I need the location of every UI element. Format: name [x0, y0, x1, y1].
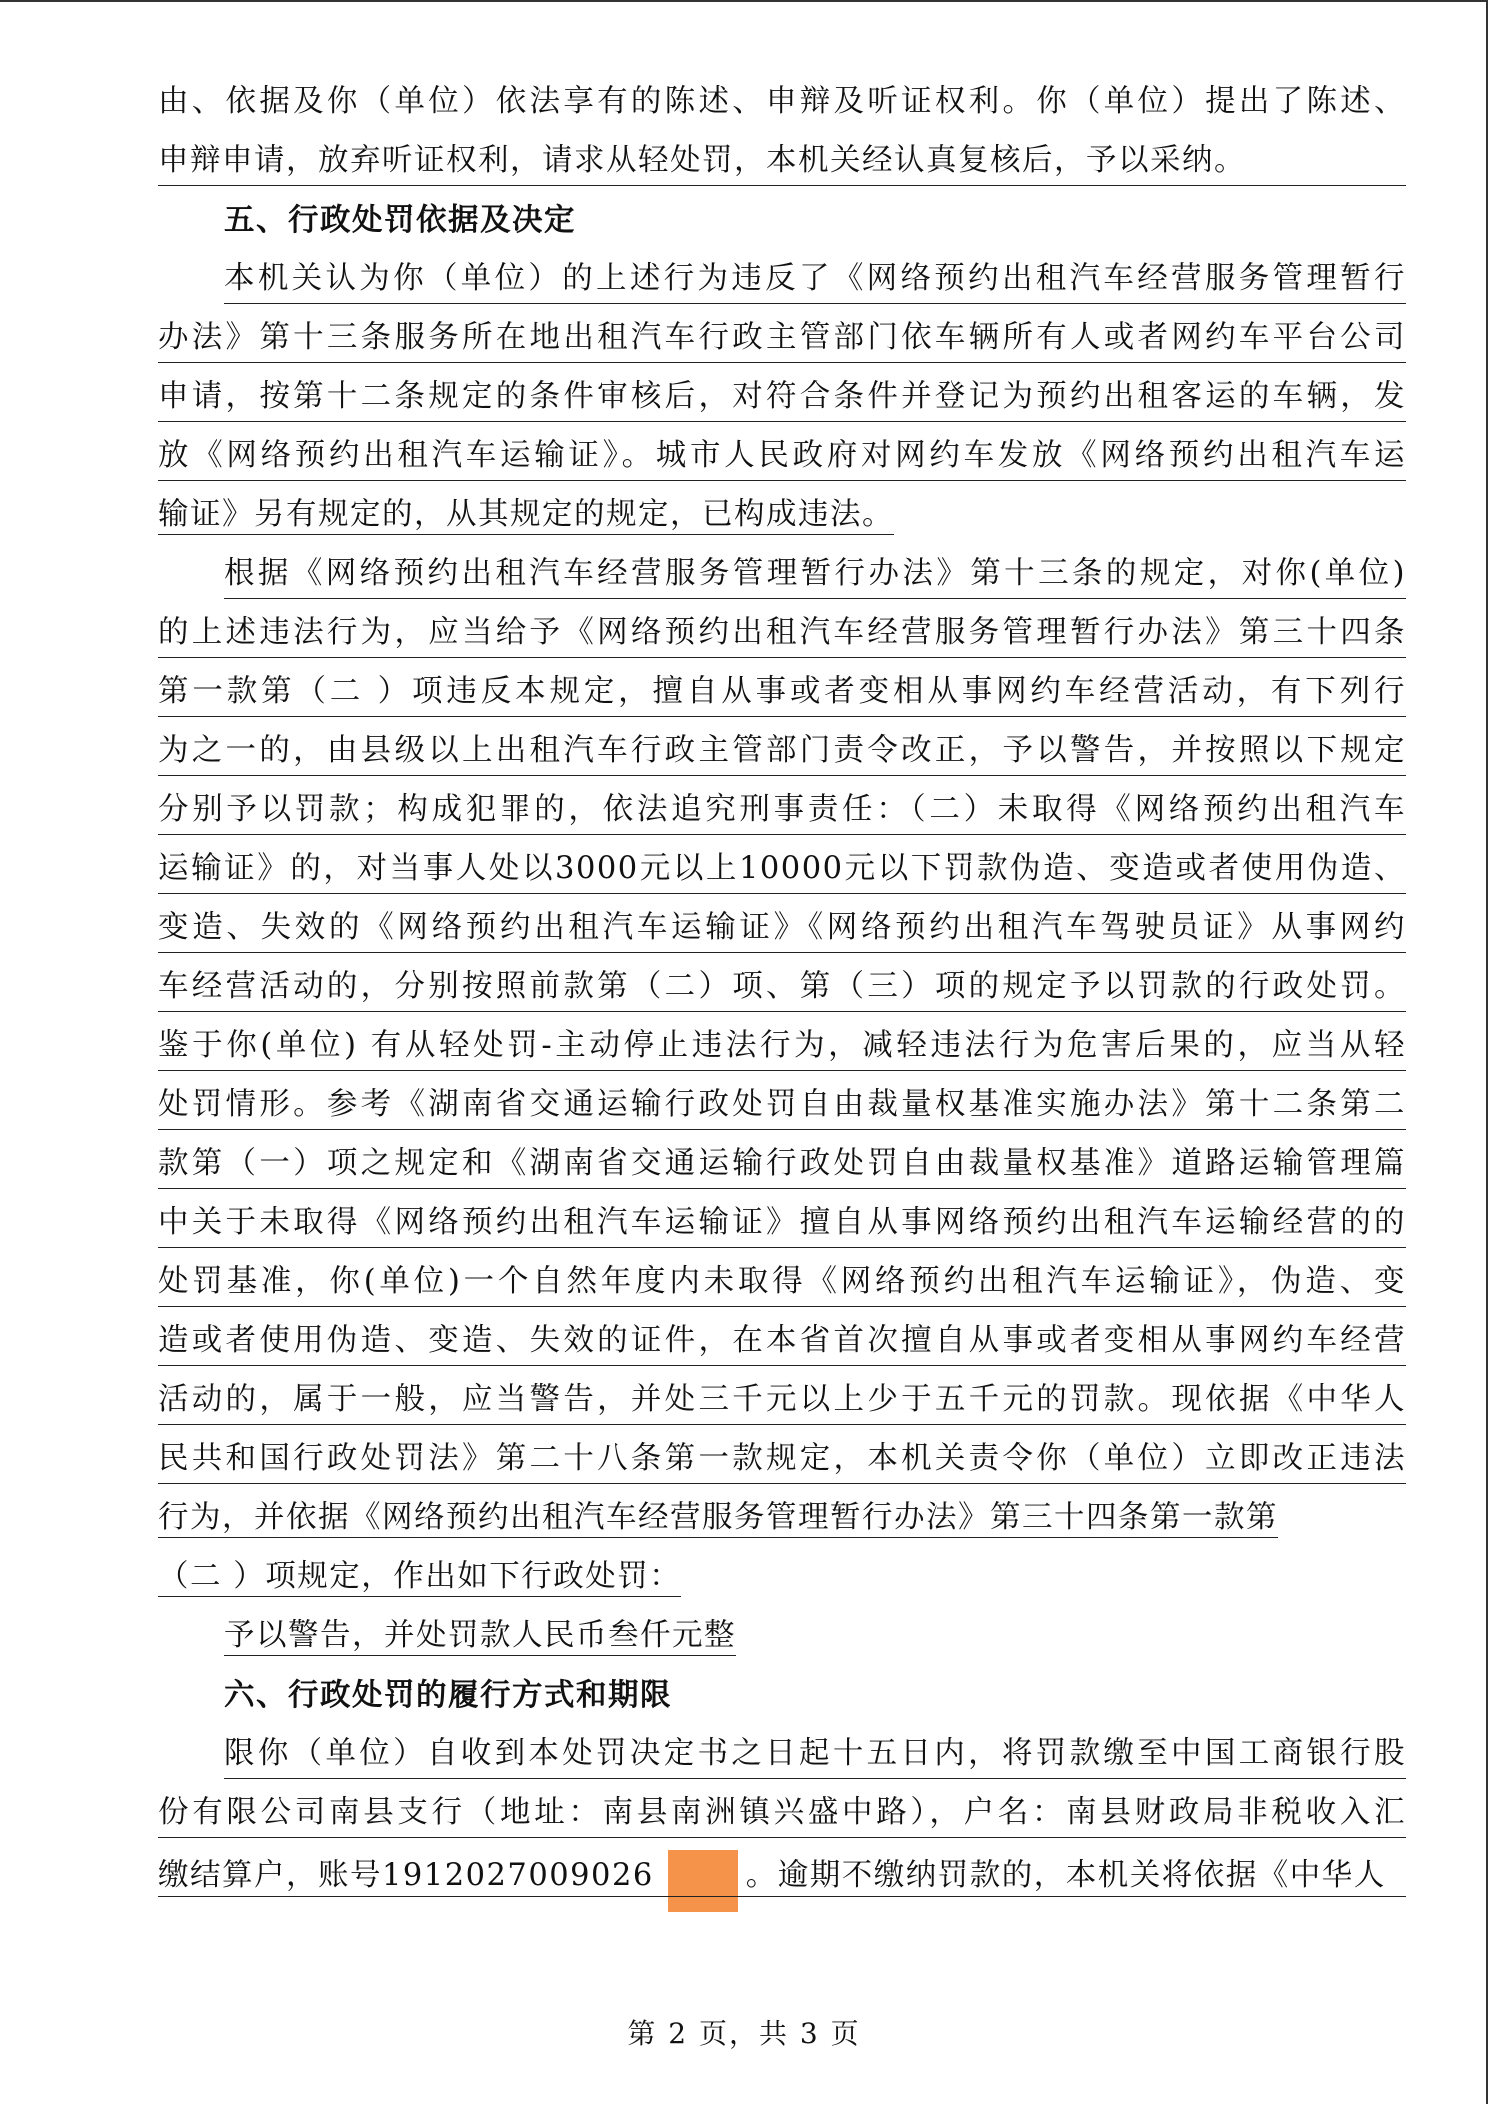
text-line-1: 由、依据及你（单位）依法享有的陈述、申辩及听证权利。你（单位）提出了陈述、 — [158, 76, 1406, 135]
text-line-17: 鉴于你(单位) 有从轻处罚-主动停止违法行为，减轻违法行为危害后果的，应当从轻 — [158, 1020, 1406, 1079]
text-line-9: 根据《网络预约出租汽车经营服务管理暂行办法》第十三条的规定，对你(单位) — [158, 548, 1406, 607]
text-line-5: 办法》第十三条服务所在地出租汽车行政主管部门依车辆所有人或者网约车平台公司 — [158, 312, 1406, 371]
document-body — [158, 76, 1406, 1905]
text-line-4: 本机关认为你（单位）的上述行为违反了《网络预约出租汽车经营服务管理暂行 — [158, 253, 1406, 312]
text-line-29: 限你（单位）自收到本处罚决定书之日起十五日内，将罚款缴至中国工商银行股 — [158, 1728, 1406, 1787]
text-line-12: 为之一的，由县级以上出租汽车行政主管部门责令改正，予以警告，并按照以下规定 — [158, 725, 1406, 784]
text-line-14: 运输证》的，对当事人处以3000元以上10000元以下罚款伪造、变造或者使用伪造、 — [158, 843, 1406, 902]
text-line-18: 处罚情形。参考《湖南省交通运输行政处罚自由裁量权基准实施办法》第十二条第二 — [158, 1079, 1406, 1138]
decision-line: 予以警告，并处罚款人民币叁仟元整 — [158, 1610, 1406, 1669]
text-line-13: 分别予以罚款；构成犯罪的，依法追究刑事责任：（二）未取得《网络预约出租汽车 — [158, 784, 1406, 843]
text-line-31 — [158, 1846, 1406, 1905]
text-line-21: 处罚基准，你(单位)一个自然年度内未取得《网络预约出租汽车运输证》，伪造、变 — [158, 1256, 1406, 1315]
text-line-24: 民共和国行政处罚法》第二十八条第一款规定，本机关责令你（单位）立即改正违法 — [158, 1433, 1406, 1492]
text-line-10: 的上述违法行为，应当给予《网络预约出租汽车经营服务管理暂行办法》第三十四条 — [158, 607, 1406, 666]
text-line-6: 申请，按第十二条规定的条件审核后，对符合条件并登记为预约出租客运的车辆，发 — [158, 371, 1406, 430]
account-line-before: 缴结算户，账号1912027009026 — [158, 1858, 654, 1893]
section-heading-6: 六、行政处罚的履行方式和期限 — [224, 1677, 672, 1713]
text-line-26: （二 ）项规定，作出如下行政处罚： — [158, 1551, 1406, 1610]
text-line-30: 份有限公司南县支行（地址：南县南洲镇兴盛中路），户名：南县财政局非税收入汇 — [158, 1787, 1406, 1846]
section-heading-5: 五、行政处罚依据及决定 — [224, 202, 576, 238]
account-line-after: 。逾期不缴纳罚款的，本机关将依据《中华人 — [745, 1858, 1386, 1893]
text-line-11: 第一款第（二 ）项违反本规定，擅自从事或者变相从事网约车经营活动，有下列行 — [158, 666, 1406, 725]
text-line-25: 行为，并依据《网络预约出租汽车经营服务管理暂行办法》第三十四条第一款第 — [158, 1492, 1406, 1551]
text-line-19: 款第（一）项之规定和《湖南省交通运输行政处罚自由裁量权基准》道路运输管理篇 — [158, 1138, 1406, 1197]
text-line-23: 活动的，属于一般，应当警告，并处三千元以上少于五千元的罚款。现依据《中华人 — [158, 1374, 1406, 1433]
text-line-2: 申辩申请，放弃听证权利，请求从轻处罚，本机关经认真复核后，予以采纳。 — [158, 135, 1406, 194]
text-line-8: 输证》另有规定的，从其规定的规定，已构成违法。 — [158, 489, 1406, 548]
text-line-16: 车经营活动的，分别按照前款第（二）项、第（三）项的规定予以罚款的行政处罚。 — [158, 961, 1406, 1020]
text-line-20: 中关于未取得《网络预约出租汽车运输证》擅自从事网络预约出租汽车运输经营的的 — [158, 1197, 1406, 1256]
page-border-top — [0, 0, 1488, 2]
redaction-block — [668, 1850, 738, 1912]
page-footer — [0, 2012, 1488, 2052]
page-number-info: 第 2 页，共 3 页 — [627, 2017, 861, 2050]
text-line-15: 变造、失效的《网络预约出租汽车运输证》《网络预约出租汽车驾驶员证》从事网约 — [158, 902, 1406, 961]
text-line-22: 造或者使用伪造、变造、失效的证件，在本省首次擅自从事或者变相从事网约车经营 — [158, 1315, 1406, 1374]
text-line-7: 放《网络预约出租汽车运输证》。城市人民政府对网约车发放《网络预约出租汽车运 — [158, 430, 1406, 489]
